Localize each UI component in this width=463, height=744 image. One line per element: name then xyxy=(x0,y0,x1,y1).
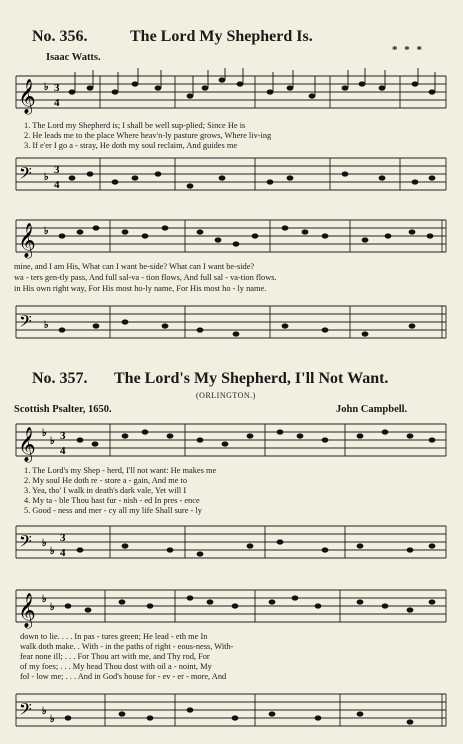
svg-text:𝄢: 𝄢 xyxy=(19,531,32,555)
hymn-357-bass-staff-2 xyxy=(0,686,463,736)
hymn-357-treble-staff-1 xyxy=(0,414,463,464)
hymn-357-number: No. 357. xyxy=(32,370,88,387)
hymn-356-author: Isaac Watts. xyxy=(46,52,101,63)
lyric-line: 1. The Lord my Shepherd is; I shall be well sup-plied; Since He is xyxy=(24,121,246,130)
hymn-357-tune: (ORLINGTON.) xyxy=(196,391,256,400)
svg-text:4: 4 xyxy=(54,179,60,191)
svg-text:𝄢: 𝄢 xyxy=(19,311,32,335)
lyric-line: wa - ters gen-tly pass, And full sal-va - tion flows, And full sal - va-tion flows. xyxy=(14,273,277,282)
svg-text:𝄞: 𝄞 xyxy=(18,593,36,628)
lyric-line: 2. My soul He doth re - store a - gain, And me to xyxy=(24,476,188,485)
svg-text:♭: ♭ xyxy=(42,538,47,549)
lyric-line: in His own right way, For His most ho-ly name, For His most ho - ly name. xyxy=(14,284,267,293)
svg-text:♭: ♭ xyxy=(42,706,47,717)
svg-text:♭: ♭ xyxy=(42,594,47,605)
svg-text:𝄞: 𝄞 xyxy=(18,79,36,114)
svg-text:♭: ♭ xyxy=(44,226,49,237)
lyric-line: 1. The Lord's my Shep - herd, I'll not want: He makes me xyxy=(24,466,217,475)
svg-text:♭: ♭ xyxy=(50,436,55,447)
hymn-357-text-source: Scottish Psalter, 1650. xyxy=(14,404,112,415)
svg-text:3: 3 xyxy=(60,532,66,544)
lyric-line: 4. My ta - ble Thou hast fur - nish - ed In pres - ence xyxy=(24,496,200,505)
svg-text:♭: ♭ xyxy=(50,714,55,725)
svg-text:♭: ♭ xyxy=(44,320,49,331)
svg-text:♭: ♭ xyxy=(50,546,55,557)
svg-text:3: 3 xyxy=(60,430,66,442)
hymn-357-bass-staff-1 xyxy=(0,518,463,566)
hymn-356-treble-staff-1 xyxy=(0,68,463,120)
svg-text:𝄞: 𝄞 xyxy=(18,427,36,462)
lyric-line: fol - low me; . . . And in God's house for - ev - er - more, And xyxy=(20,672,227,681)
lyric-line: 3. Yea, tho' I walk in death's dark vale, Yet will I xyxy=(24,486,187,495)
svg-text:3: 3 xyxy=(54,164,60,176)
svg-text:4: 4 xyxy=(54,97,60,109)
svg-text:𝄞: 𝄞 xyxy=(18,223,36,258)
hymn-357-composer: John Campbell. xyxy=(336,404,408,415)
hymn-356-marker: * * * xyxy=(392,44,424,56)
lyric-line: walk doth make. . With - in the paths of right - eous-ness, With- xyxy=(20,642,234,651)
lyric-line: 2. He leads me to the place Where heav'n-ly pasture grows, Where liv-ing xyxy=(24,131,272,140)
hymn-357-treble-staff-2 xyxy=(0,582,463,630)
svg-text:♭: ♭ xyxy=(42,428,47,439)
hymn-356-title: The Lord My Shepherd Is. xyxy=(130,28,313,45)
lyric-line: 5. Good - ness and mer - cy all my life Shall sure - ly xyxy=(24,506,202,515)
svg-text:𝄢: 𝄢 xyxy=(19,699,32,723)
hymn-356-number: No. 356. xyxy=(32,28,88,45)
hymn-356-bass-staff-2 xyxy=(0,298,463,346)
lyric-line: fear none ill; . . . For Thou art with me, and Thy rod, For xyxy=(20,652,210,661)
svg-text:♭: ♭ xyxy=(50,602,55,613)
svg-text:𝄢: 𝄢 xyxy=(19,163,32,187)
lyric-line: of my foes; . . . My head Thou dost with oil a - noint, My xyxy=(20,662,212,671)
svg-text:4: 4 xyxy=(60,547,66,559)
svg-text:4: 4 xyxy=(60,445,66,457)
lyric-line: mine, and I am His, What can I want be-side? What can I want be-side? xyxy=(14,262,255,271)
hymn-356-treble-staff-2 xyxy=(0,212,463,260)
hymn-357-title: The Lord's My Shepherd, I'll Not Want. xyxy=(114,370,389,387)
hymn-356-bass-staff-1 xyxy=(0,150,463,196)
lyric-line: 3. If e'er I go a - stray, He doth my soul reclaim, And guides me xyxy=(24,141,238,150)
svg-text:♭: ♭ xyxy=(44,82,49,93)
svg-text:♭: ♭ xyxy=(44,172,49,183)
lyric-line: down to lie. . . . In pas - tures green; He lead - eth me In xyxy=(20,632,208,641)
svg-text:3: 3 xyxy=(54,82,60,94)
